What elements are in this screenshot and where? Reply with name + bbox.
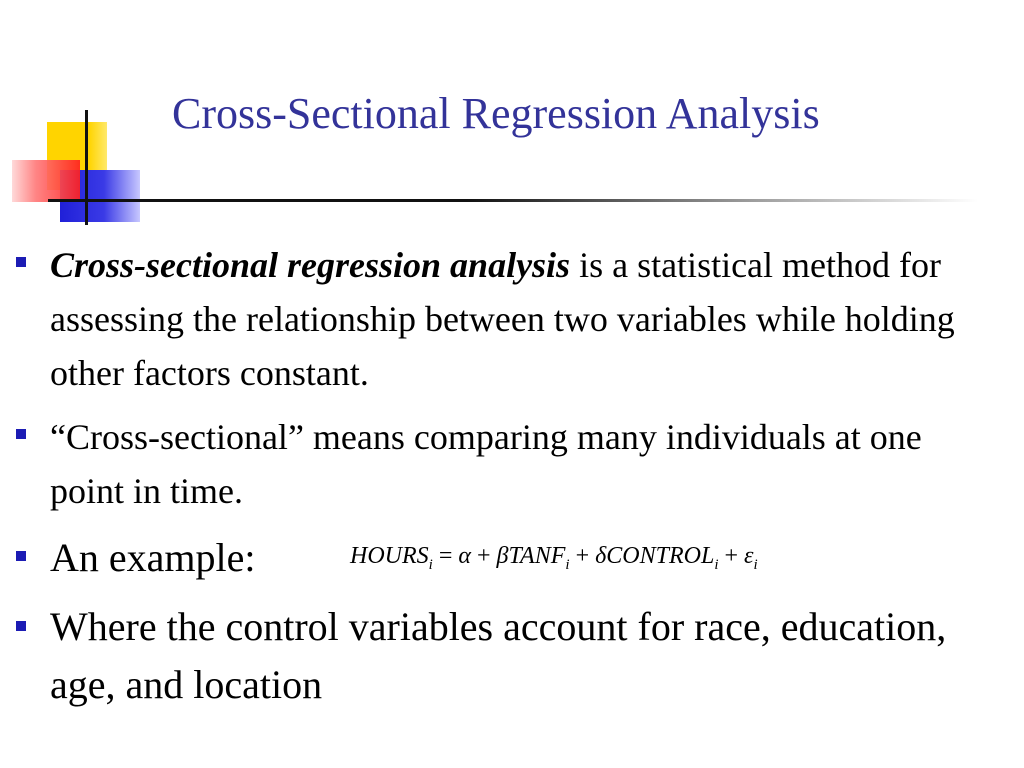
slide-logo-decoration <box>0 0 140 230</box>
eq-subscript: i <box>753 557 758 573</box>
eq-subscript: i <box>565 557 570 573</box>
bullet-example <box>14 530 1004 586</box>
definition-text: is a statistical method for assessing the relationship between two variables while holding other factors constant. <box>50 245 955 393</box>
eq-plus: + <box>575 543 590 569</box>
bullet-cross-sectional-meaning <box>14 410 1004 518</box>
eq-plus: + <box>476 543 491 569</box>
logo-red-square <box>12 160 80 202</box>
eq-alpha: α <box>458 543 471 569</box>
logo-vertical-line <box>85 110 88 225</box>
title-underline <box>48 199 978 202</box>
bullet-square-icon <box>16 429 26 439</box>
eq-beta: β <box>496 543 509 569</box>
bullet-square-icon <box>16 621 26 631</box>
slide-title: Cross-Sectional Regression Analysis <box>172 89 820 138</box>
regression-equation <box>350 530 758 582</box>
eq-hours: HOURS <box>350 543 429 569</box>
bullet-definition <box>14 238 1004 400</box>
example-label: An example: <box>50 535 256 580</box>
bullet-control-variables <box>14 598 1004 714</box>
eq-control: CONTROL <box>606 543 715 569</box>
bullet-text: Where the control variables account for race, education, age, and location <box>50 604 947 707</box>
eq-delta: δ <box>595 543 607 569</box>
eq-equals: = <box>438 543 453 569</box>
eq-tanf: TANF <box>508 543 566 569</box>
bullet-square-icon <box>16 257 26 267</box>
eq-plus: + <box>724 543 739 569</box>
bullet-square-icon <box>16 551 26 561</box>
eq-epsilon: ε <box>744 543 754 569</box>
bullet-text: “Cross-sectional” means comparing many individuals at one point in time. <box>50 417 922 511</box>
defined-term: Cross-sectional regression analysis <box>50 245 571 285</box>
bullet-list <box>14 238 1004 714</box>
eq-subscript: i <box>428 557 433 573</box>
eq-subscript: i <box>714 557 719 573</box>
